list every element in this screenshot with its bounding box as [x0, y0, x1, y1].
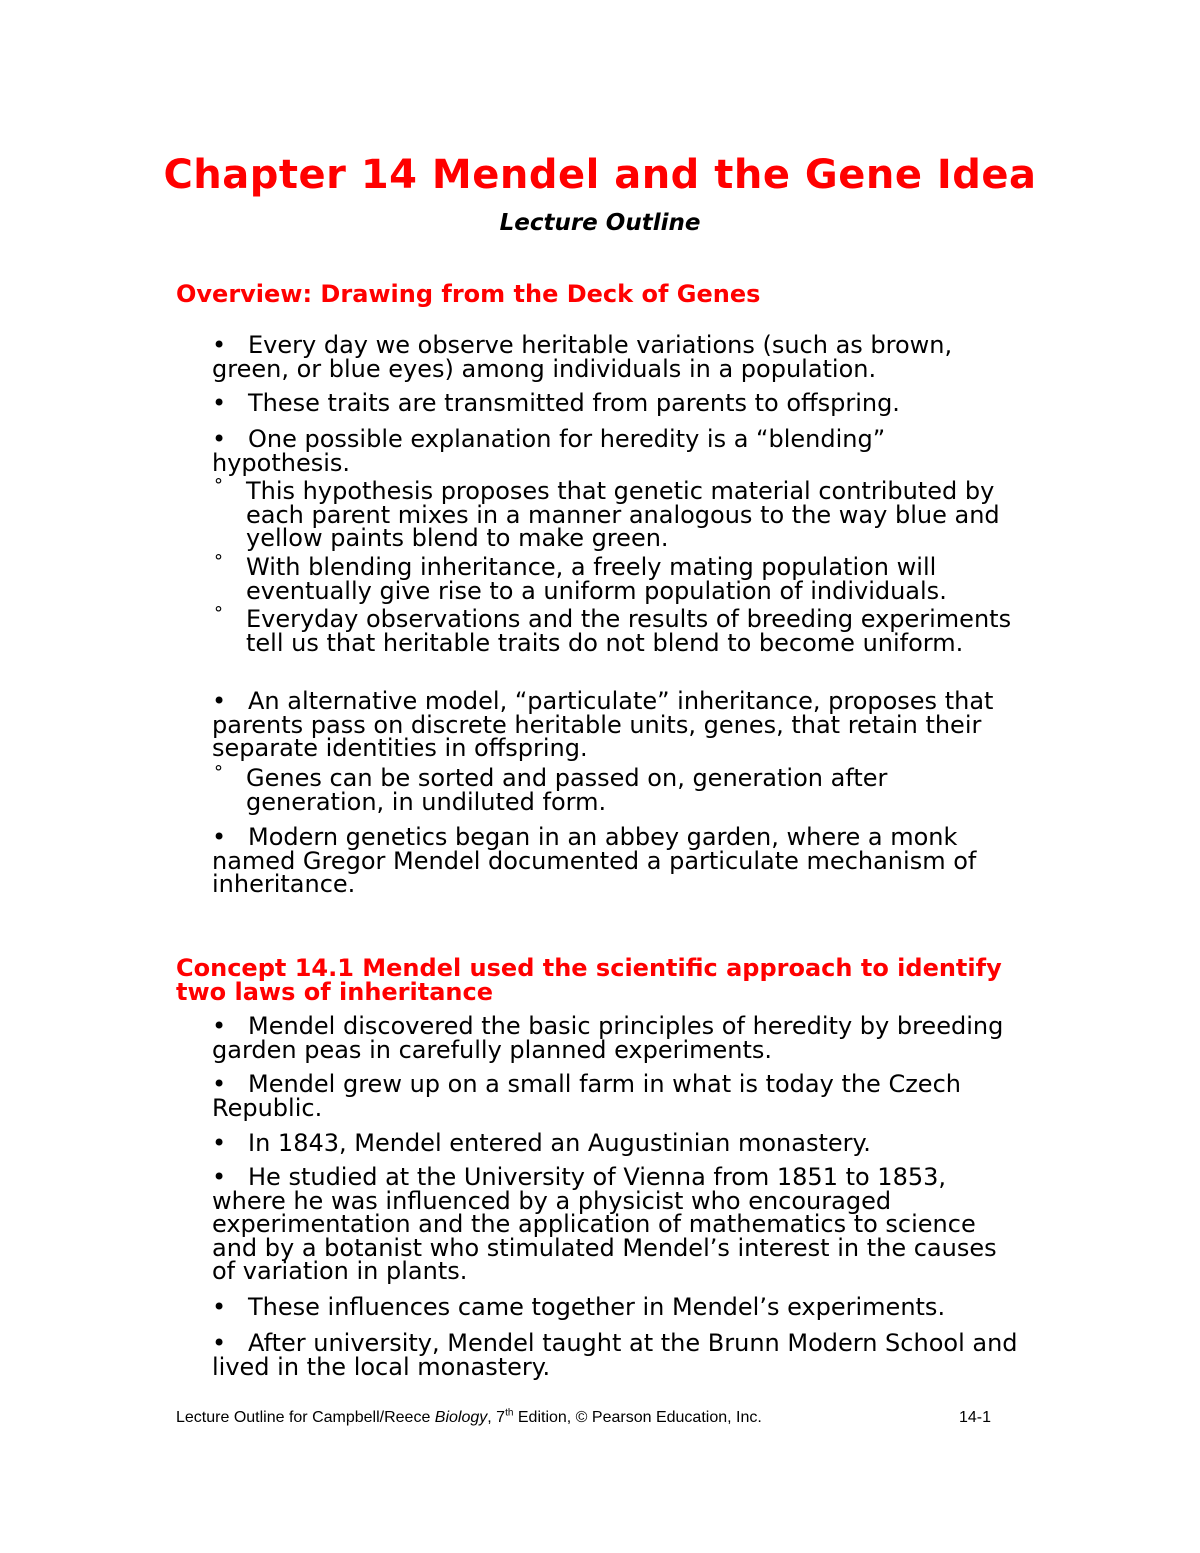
- list-item-text: Modern genetics began in an abbey garden, where a monk named Gregor Mendel documented a particulate mechanism of inheritance.: [212, 823, 977, 898]
- sub-bullet-marker: °: [214, 603, 223, 624]
- sub-bullet-marker: °: [214, 475, 223, 496]
- footer-book-title: Biology: [434, 1409, 488, 1426]
- sub-list-item: [214, 551, 1021, 605]
- sub-list-item-text: Everyday observations and the results of breeding experiments tell us that heritable traits do not blend to become uniform.: [246, 605, 1012, 657]
- bullet-marker: •: [212, 1070, 227, 1098]
- bullet-marker: •: [212, 389, 227, 417]
- bullet-marker: •: [212, 1129, 227, 1157]
- list-item: [212, 1293, 1022, 1321]
- list-item-text: Mendel discovered the basic principles of heredity by breeding garden peas in carefully planned experiments.: [212, 1012, 1004, 1064]
- bullet-marker: •: [212, 331, 227, 359]
- bullet-marker: •: [212, 1329, 227, 1357]
- list-item: [212, 1129, 1022, 1157]
- sub-list-item-text: This hypothesis proposes that genetic material contributed by each parent mixes in a manner analogous to the way blue and yellow paints blend to make green.: [246, 477, 1000, 552]
- list-item: [212, 1012, 1022, 1064]
- concept-heading: Concept 14.1 Mendel used the scientific approach to identify two laws of inheritance: [176, 954, 1002, 1006]
- bullet-marker: •: [212, 823, 227, 851]
- list-item-text: In 1843, Mendel entered an Augustinian monastery.: [248, 1129, 871, 1157]
- list-item-text: One possible explanation for heredity is a “blending” hypothesis.: [212, 425, 886, 477]
- list-item: [212, 425, 1022, 477]
- overview-heading: Overview: Drawing from the Deck of Genes: [176, 280, 761, 308]
- list-item-text: These influences came together in Mendel’s experiments.: [248, 1293, 946, 1321]
- bullet-marker: •: [212, 425, 227, 453]
- bullet-marker: •: [212, 1012, 227, 1040]
- bullet-marker: •: [212, 1163, 227, 1191]
- sub-list-item-text: Genes can be sorted and passed on, generation after generation, in undiluted form.: [246, 764, 888, 816]
- sub-list-item: [214, 603, 1021, 657]
- page-subtitle: Lecture Outline: [499, 210, 701, 236]
- footer-citation: Lecture Outline for Campbell/Reece Biology, 7th Edition, © Pearson Education, Inc.: [176, 1407, 762, 1426]
- page-title: Chapter 14 Mendel and the Gene Idea: [163, 152, 1037, 198]
- sub-bullet-marker: °: [214, 551, 223, 572]
- list-item: [212, 1329, 1022, 1381]
- bullet-marker: •: [212, 687, 227, 715]
- list-item-text: After university, Mendel taught at the Brunn Modern School and lived in the local monastery.: [212, 1329, 1018, 1381]
- list-item-text: He studied at the University of Vienna from 1851 to 1853, where he was influenced by a physicist who encouraged experimentation and the application of mathematics to science and by a botanist who stimulated Mendel’s interest in the causes of variation in plants.: [212, 1163, 997, 1285]
- bullet-marker: •: [212, 1293, 227, 1321]
- list-item: [212, 1163, 1022, 1285]
- sub-bullet-marker: °: [214, 762, 223, 783]
- page-number: 14-1: [958, 1409, 991, 1426]
- list-item: [212, 331, 1022, 383]
- sub-list-item-text: With blending inheritance, a freely mating population will eventually give rise to a uniform population of individuals.: [246, 553, 947, 605]
- sub-list-item: [214, 762, 1021, 816]
- list-item: [212, 389, 1022, 417]
- list-item-text: An alternative model, “particulate” inheritance, proposes that parents pass on discrete heritable units, genes, that retain their separate identities in offspring.: [212, 687, 994, 762]
- list-item: [212, 1070, 1022, 1122]
- sub-list-item: [214, 475, 1021, 552]
- list-item-text: Mendel grew up on a small farm in what is today the Czech Republic.: [212, 1070, 961, 1122]
- list-item-text: Every day we observe heritable variations (such as brown, green, or blue eyes) among individuals in a population.: [212, 331, 953, 383]
- list-item: [212, 687, 1022, 762]
- list-item: [212, 823, 1022, 898]
- list-item-text: These traits are transmitted from parents to offspring.: [248, 389, 900, 417]
